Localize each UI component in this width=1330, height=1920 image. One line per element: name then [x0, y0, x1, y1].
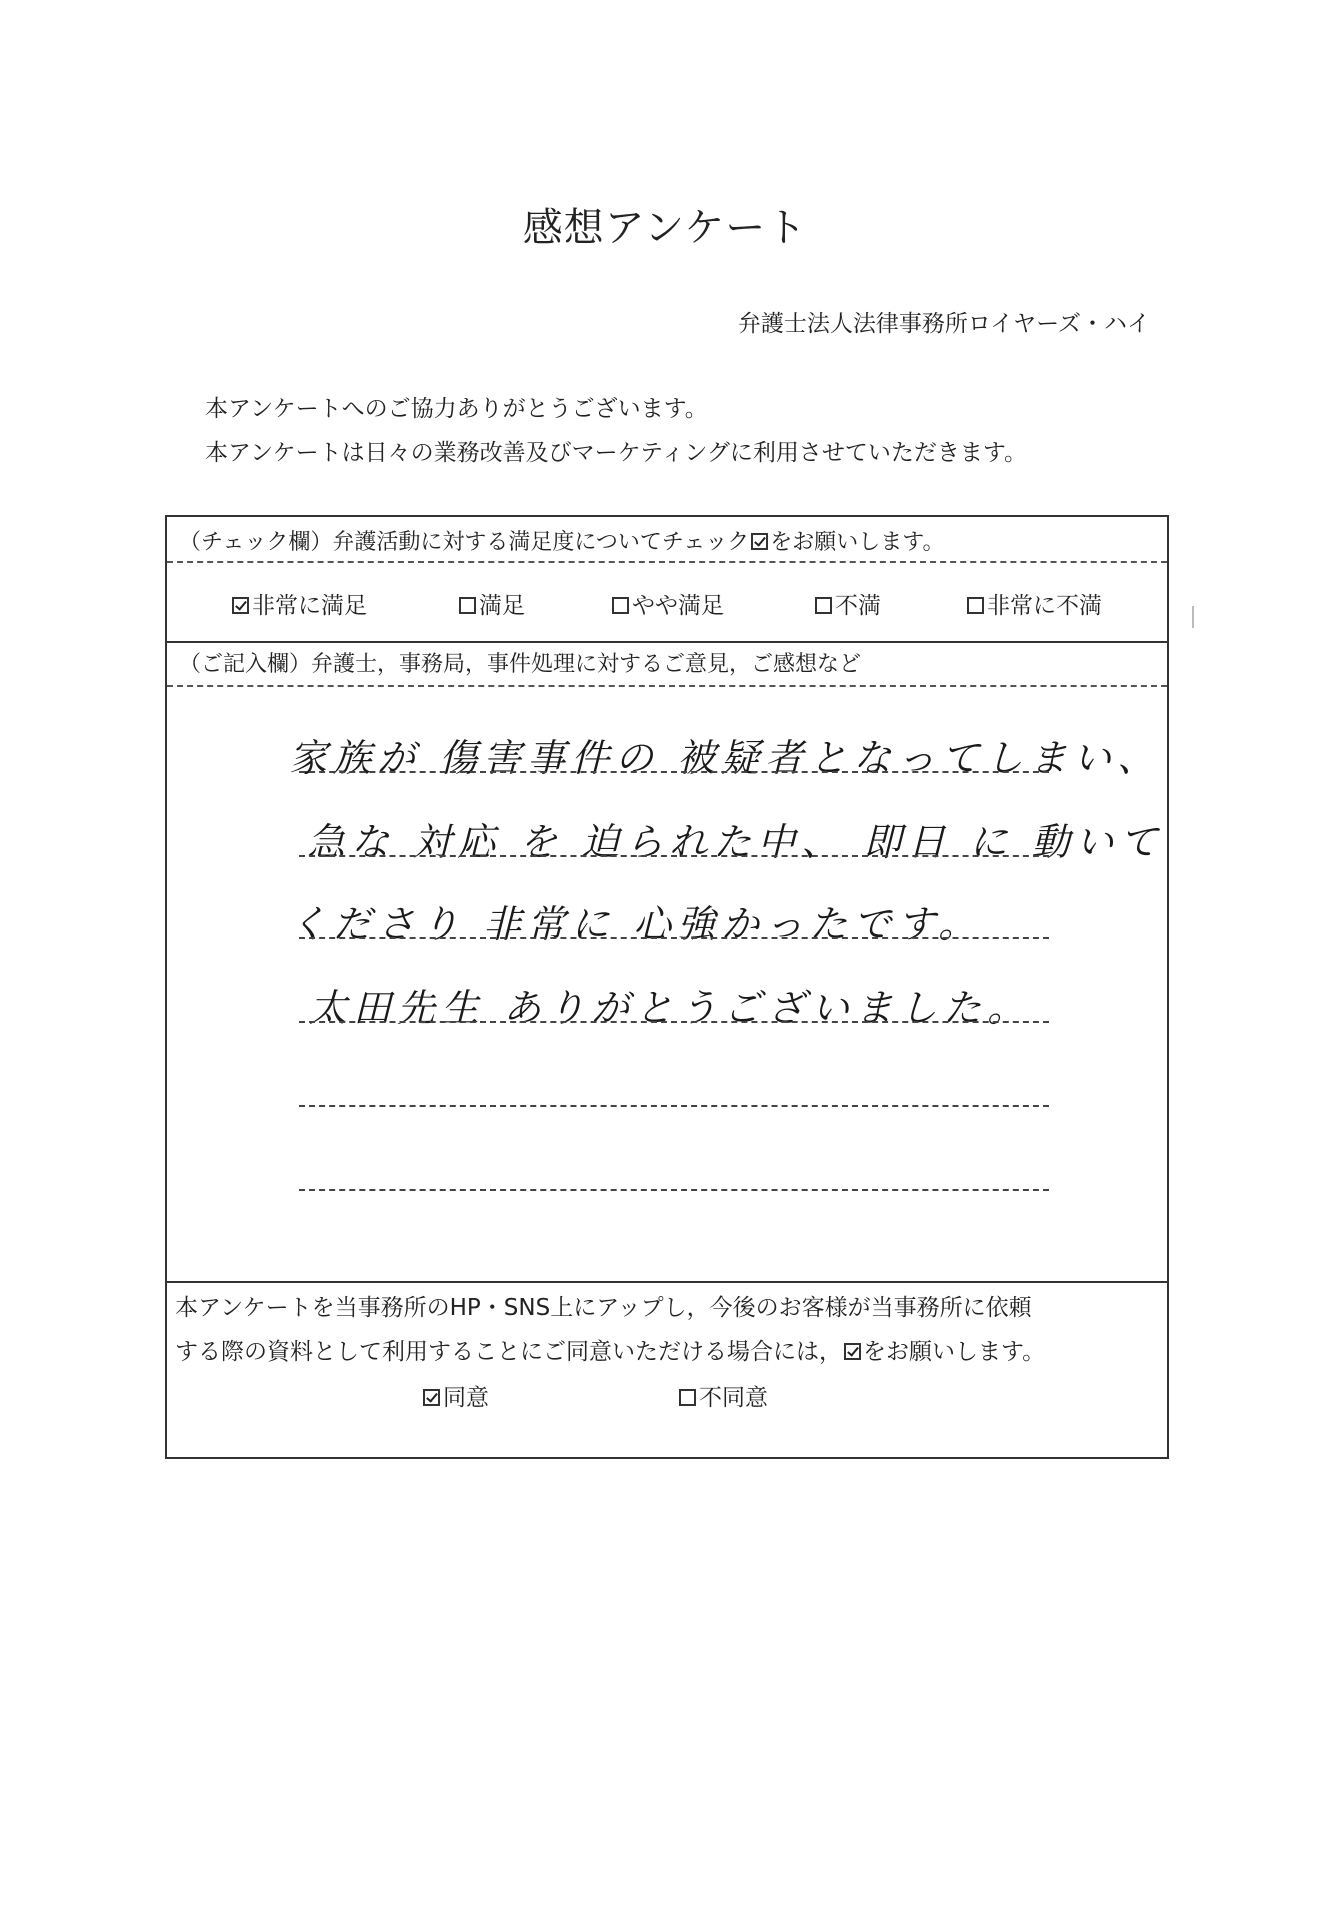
option-label: 同意	[443, 1385, 489, 1411]
section-divider	[167, 1281, 1167, 1283]
comment-rule	[299, 855, 1049, 857]
comment-rule	[299, 937, 1049, 939]
option-dissatisfied[interactable]	[815, 587, 881, 620]
satisfaction-heading-suffix: をお願いします。	[770, 530, 945, 555]
option-label: 非常に不満	[987, 593, 1102, 619]
intro-line-1: 本アンケートへのご協力ありがとうございます。	[205, 396, 708, 422]
comments-field[interactable]	[167, 689, 1167, 1289]
comment-line-3: くださり 非常に 心強かったです。	[289, 902, 983, 946]
survey-title: 感想アンケート	[522, 205, 808, 251]
section-divider	[167, 641, 1167, 643]
satisfaction-heading-text: （チェック欄）弁護活動に対する満足度についてチェック	[179, 530, 750, 555]
checkbox-checked-icon[interactable]	[232, 597, 249, 614]
option-very-satisfied[interactable]	[232, 587, 367, 620]
comment-line-2: 急な 対応 を 迫られた中、 即日 に 動いて	[307, 820, 1164, 864]
check-mark-icon	[844, 1343, 861, 1360]
option-disagree[interactable]	[679, 1379, 768, 1412]
option-label: 非常に満足	[252, 593, 367, 619]
comments-heading: （ご記入欄）弁護士，事務局，事件処理に対するご意見，ご感想など	[179, 652, 862, 677]
firm-name: 弁護士法人法律事務所ロイヤーズ・ハイ	[737, 311, 1150, 337]
comment-rule	[299, 1189, 1049, 1191]
checkbox-icon[interactable]	[459, 597, 476, 614]
checkbox-icon[interactable]	[815, 597, 832, 614]
consent-line-2-text: する際の資料として利用することにご同意いただける場合には，	[175, 1339, 842, 1365]
consent-line-1: 本アンケートを当事務所のHP・SNS上にアップし，今後のお客様が当事務所に依頼	[175, 1295, 1032, 1321]
option-satisfied[interactable]	[459, 587, 525, 620]
comment-line-1: 家族が 傷害事件の 被疑者となってしまい、	[289, 736, 1162, 780]
checkbox-icon[interactable]	[967, 597, 984, 614]
checkbox-icon[interactable]	[612, 597, 629, 614]
comment-rule	[299, 1021, 1049, 1023]
checkbox-checked-icon[interactable]	[423, 1389, 440, 1406]
comment-line-4: 太田先生 ありがとうございました。	[309, 986, 1032, 1030]
margin-mark	[1192, 606, 1194, 628]
comment-rule	[299, 771, 1049, 773]
satisfaction-divider	[167, 561, 1167, 563]
comment-rule	[299, 1105, 1049, 1107]
option-label: 不満	[835, 593, 881, 619]
consent-line-2	[175, 1333, 1045, 1366]
consent-line-2-suffix: をお願いします。	[863, 1339, 1046, 1365]
satisfaction-heading	[179, 525, 945, 556]
option-somewhat-satisfied[interactable]	[612, 587, 724, 620]
intro-line-2: 本アンケートは日々の業務改善及びマーケティングに利用させていただきます。	[205, 440, 1028, 466]
option-label: 満足	[479, 593, 525, 619]
satisfaction-options	[167, 579, 1167, 629]
check-mark-icon	[751, 533, 768, 550]
option-very-dissatisfied[interactable]	[967, 587, 1102, 620]
option-agree[interactable]	[423, 1379, 489, 1412]
comments-divider	[167, 685, 1167, 687]
survey-form	[165, 515, 1169, 1459]
option-label: やや満足	[632, 593, 724, 619]
checkbox-icon[interactable]	[679, 1389, 696, 1406]
option-label: 不同意	[699, 1385, 768, 1411]
